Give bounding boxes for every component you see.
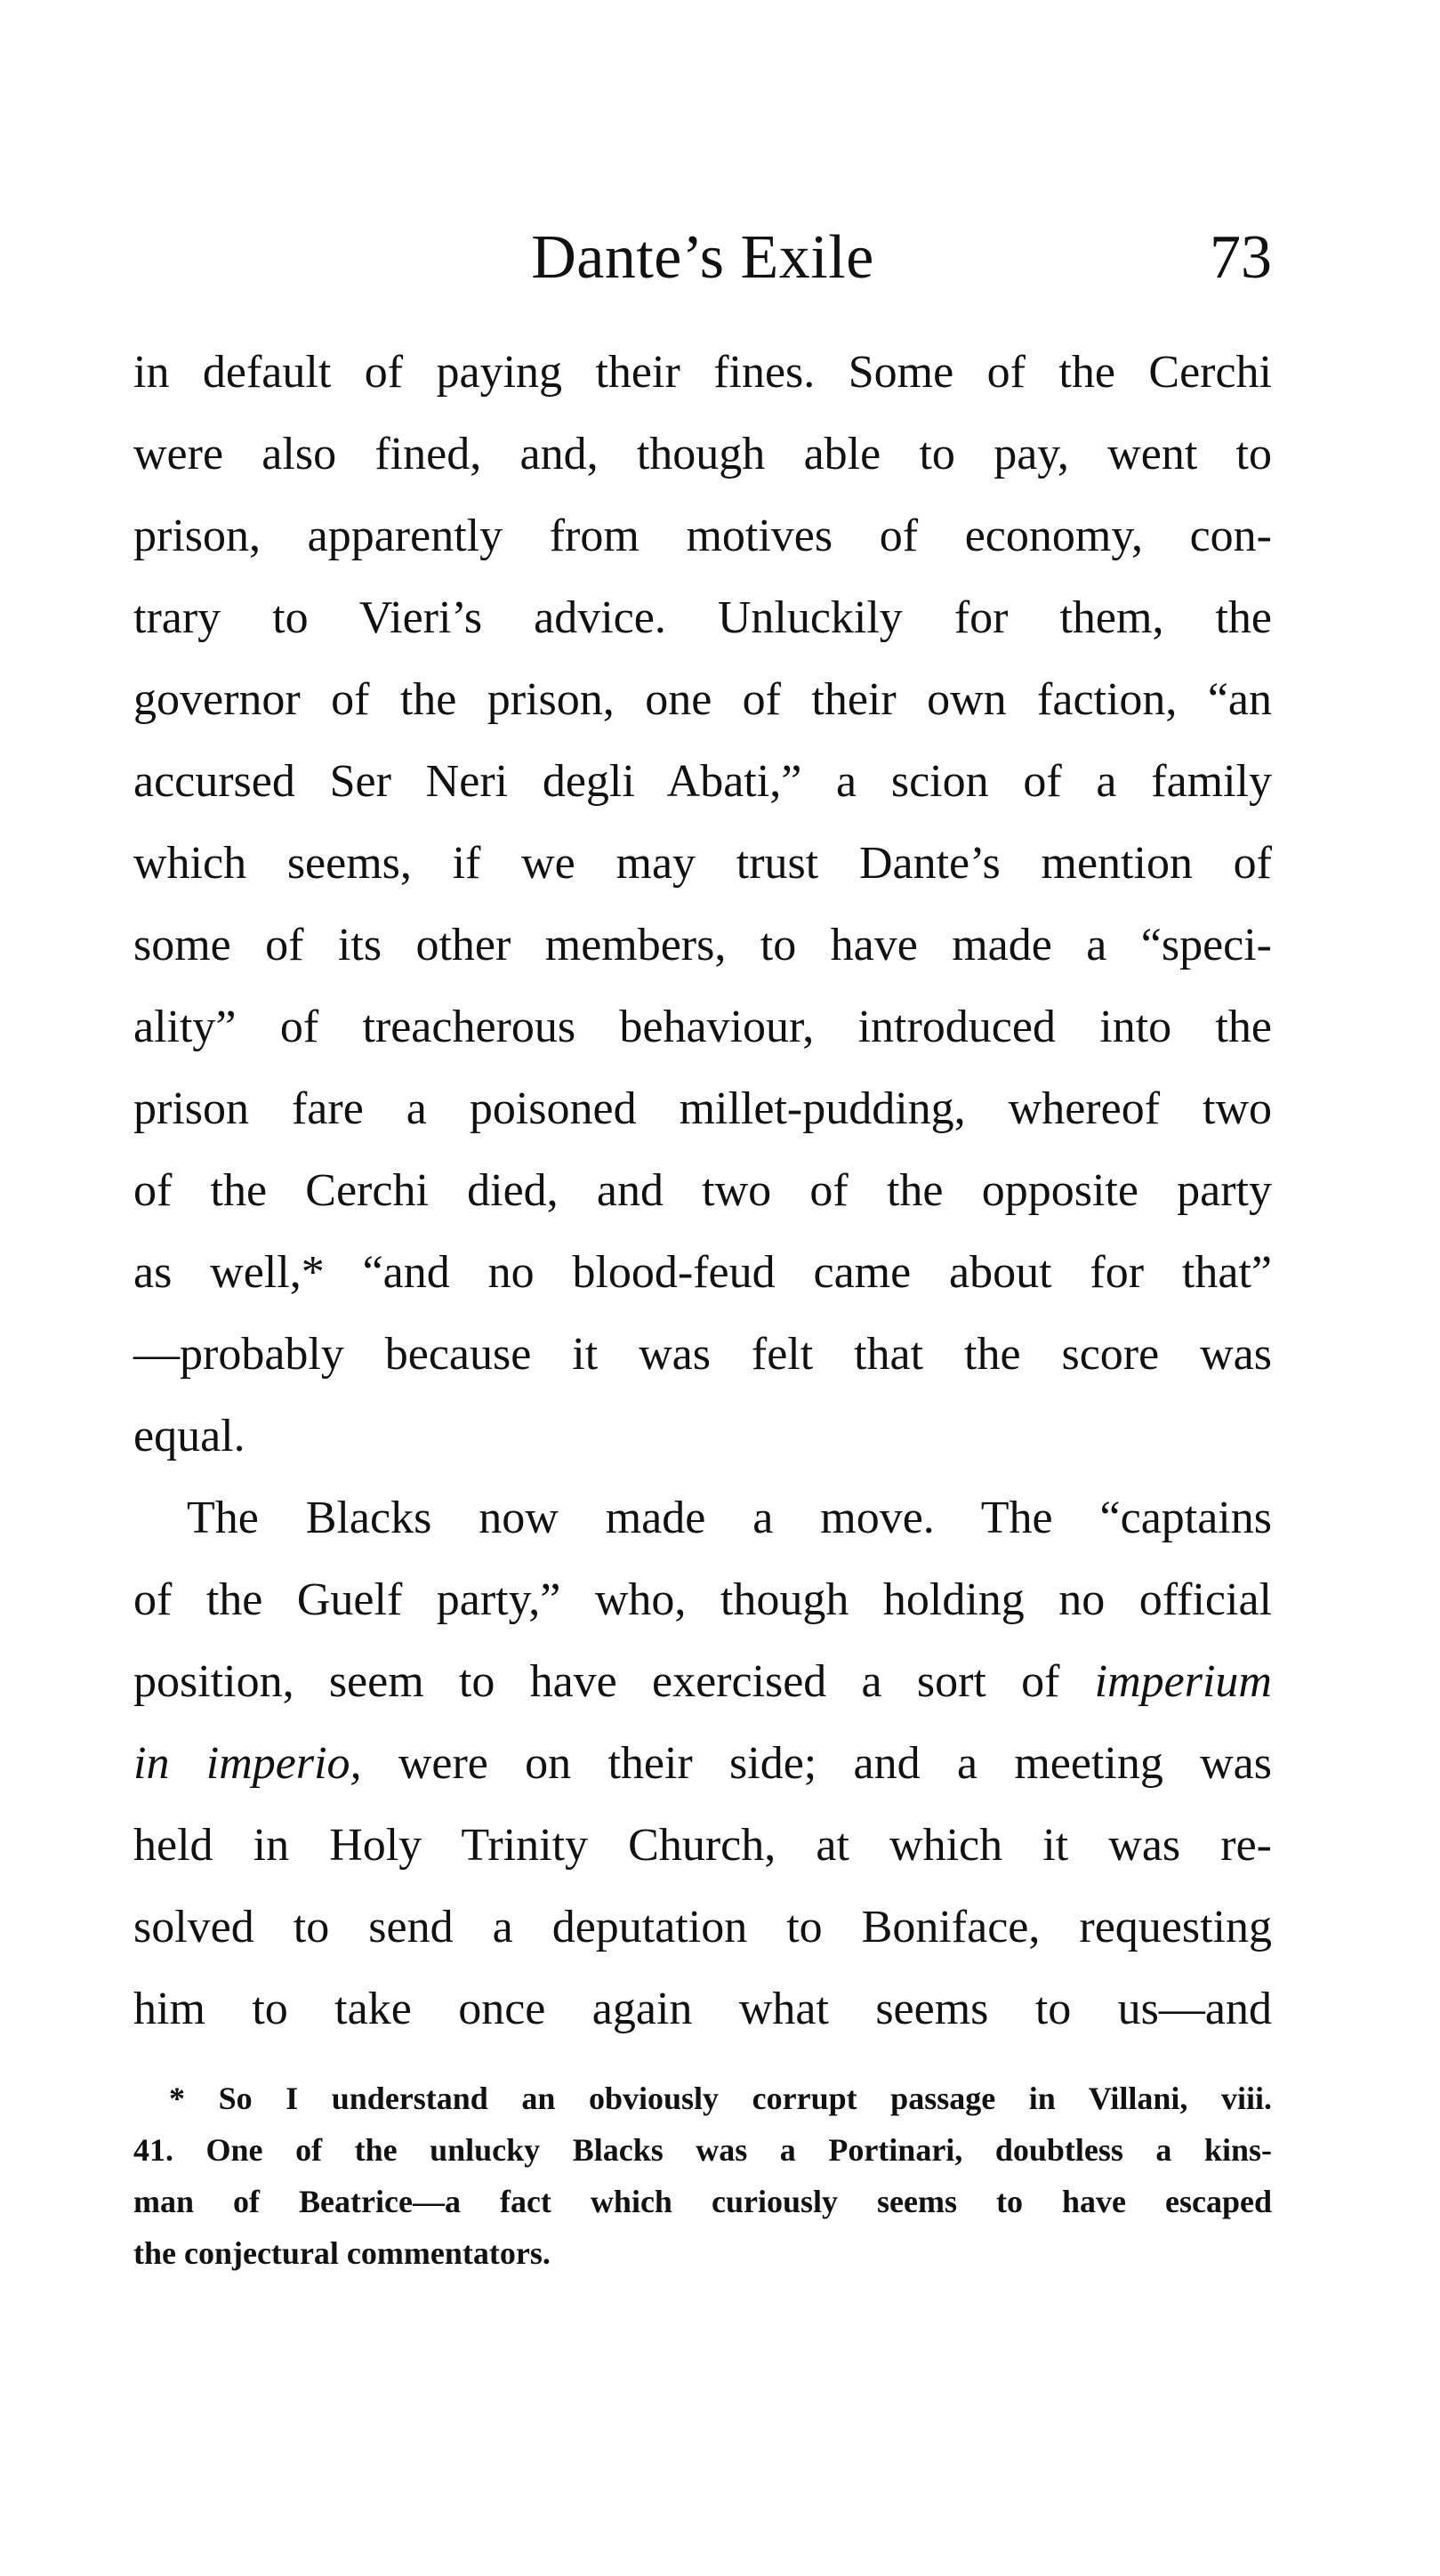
body-line: prison, apparently from motives of economy, con- (133, 511, 1272, 561)
footnote-line: the conjectural commentators. (133, 2235, 551, 2271)
body-line: position, seem to have exercised a sort of imperium (133, 1656, 1272, 1707)
body-line: in imperio, were on their side; and a meeting was (133, 1738, 1272, 1789)
body-line: equal. (133, 1411, 245, 1461)
page-number: 73 (1210, 223, 1272, 292)
body-line: prison fare a poisoned millet-pudding, whereof two (133, 1083, 1272, 1134)
footnote-line: man of Beatrice—a fact which curiously seems to have escaped (133, 2184, 1272, 2219)
body-line: —probably because it was felt that the score was (133, 1329, 1272, 1380)
body-line: trary to Vieri’s advice. Unluckily for them, the (133, 592, 1272, 643)
footnote (133, 2073, 1272, 2279)
body-line: of the Guelf party,” who, though holding no official (133, 1574, 1272, 1625)
footnote-line: * So I understand an obviously corrupt passage in Villani, viii. (169, 2081, 1272, 2116)
body-line: solved to send a deputation to Boniface, requesting (133, 1902, 1272, 1952)
body-text (133, 332, 1272, 2050)
body-line: The Blacks now made a move. The “captains (187, 1493, 1272, 1543)
body-line: ality” of treacherous behaviour, introduced into the (133, 1002, 1272, 1052)
body-line: accursed Ser Neri degli Abati,” a scion of a family (133, 756, 1272, 807)
italic-term: in imperio, (133, 1738, 362, 1789)
running-title: Dante’s Exile (531, 223, 874, 292)
body-line: governor of the prison, one of their own faction, “an (133, 674, 1272, 725)
footnote-line: 41. One of the unlucky Blacks was a Portinari, doubtless a kins- (133, 2132, 1272, 2168)
body-line: some of its other members, to have made a “speci- (133, 920, 1272, 970)
body-line: of the Cerchi died, and two of the opposite party (133, 1165, 1272, 1216)
body-line: him to take once again what seems to us—and (133, 1984, 1272, 2034)
body-line: were also fined, and, though able to pay, went to (133, 429, 1272, 479)
body-line: in default of paying their fines. Some of the Cerchi (133, 347, 1272, 398)
body-line: as well,* “and no blood-feud came about for that” (133, 1247, 1272, 1298)
page-header (133, 213, 1272, 302)
italic-term: imperium (1094, 1656, 1272, 1707)
body-line: which seems, if we may trust Dante’s mention of (133, 838, 1272, 889)
body-line: held in Holy Trinity Church, at which it was re- (133, 1820, 1272, 1871)
